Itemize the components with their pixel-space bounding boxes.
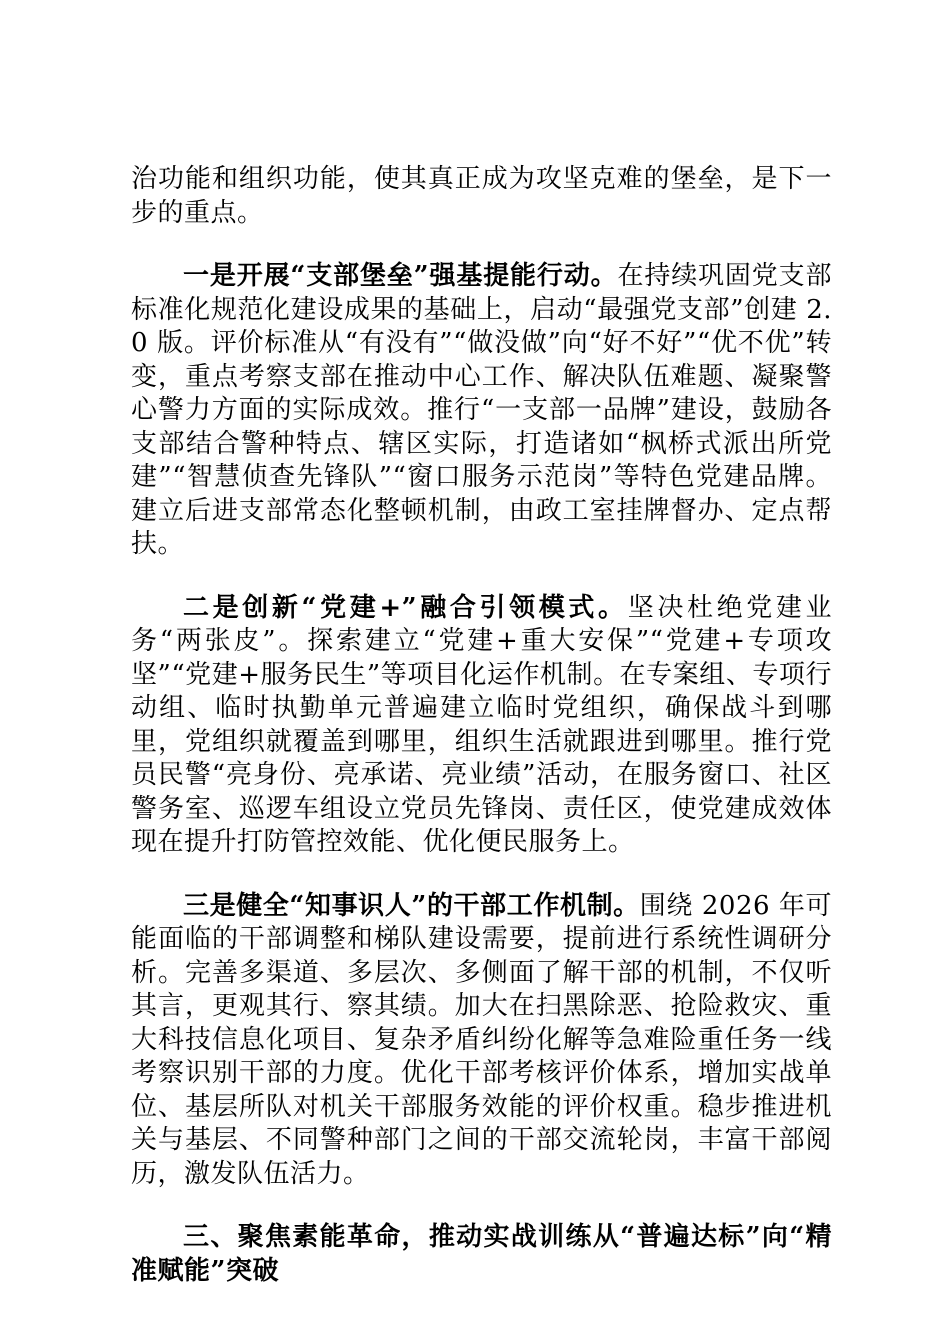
paragraph-party-building-plus <box>131 592 832 860</box>
paragraph-cadre-mechanism <box>131 890 832 1192</box>
section-heading: 三、聚焦素能革命，推动实战训练从“普遍达标”向“精准赋能”突破 <box>131 1222 832 1286</box>
paragraph-text: 在持续巩固党支部标准化规范化建设成果的基础上，启动“最强党支部”创建 2.0 版。评价标准从“有没有”“做没做”向“好不好”“优不优”转变，重点考察支部在推动中心工作、解决队伍难题、凝聚警心警力方面的实际成效。推行“一支部一品牌”建设，鼓励各支部结合警种特点、辖区实际，打造诸如“枫桥式派出所党建”“智慧侦查先锋队”“窗口服务示范岗”等特色党建品牌。建立后进支部常态化整顿机制，由政工室挂牌督办、定点帮扶。 <box>131 261 832 559</box>
paragraph-text: 围绕 2026 年可能面临的干部调整和梯队建设需要，提前进行系统性调研分析。完善多渠道、多层次、多侧面了解干部的机制，不仅听其言，更观其行、察其绩。加大在扫黑除恶、抢险救灾、重大科技信息化项目、复杂矛盾纠纷化解等急难险重任务一线考察识别干部的力度。优化干部考核评价体系，增加实战单位、基层所队对机关干部服务效能的评价权重。稳步推进机关与基层、不同警种部门之间的干部交流轮岗，丰富干部阅历，激发队伍活力。 <box>131 890 832 1189</box>
paragraph-text: 治功能和组织功能，使其真正成为攻坚克难的堡垒，是下一步的重点。 <box>131 164 832 228</box>
paragraph-text: 坚决杜绝党建业务“两张皮”。探索建立“党建+重大安保”“党建+专项攻坚”“党建+服务民生”等项目化运作机制。在专案组、专项行动组、临时执勤单元普遍建立临时党组织，确保战斗到哪里，党组织就覆盖到哪里，组织生活就跟进到哪里。推行党员民警“亮身份、亮承诺、亮业绩”活动，在服务窗口、社区警务室、巡逻车组设立党员先锋岗、责任区，使党建成效体现在提升打防管控效能、优化便民服务上。 <box>131 592 832 857</box>
paragraph-lead: 二是创新“党建+”融合引领模式。 <box>183 592 628 623</box>
paragraph-lead: 一是开展“支部堡垒”强基提能行动。 <box>183 261 618 291</box>
paragraph-lead: 三是健全“知事识人”的干部工作机制。 <box>183 890 640 921</box>
paragraph-continuation <box>131 163 832 230</box>
paragraph-branch-fortress <box>131 260 832 562</box>
